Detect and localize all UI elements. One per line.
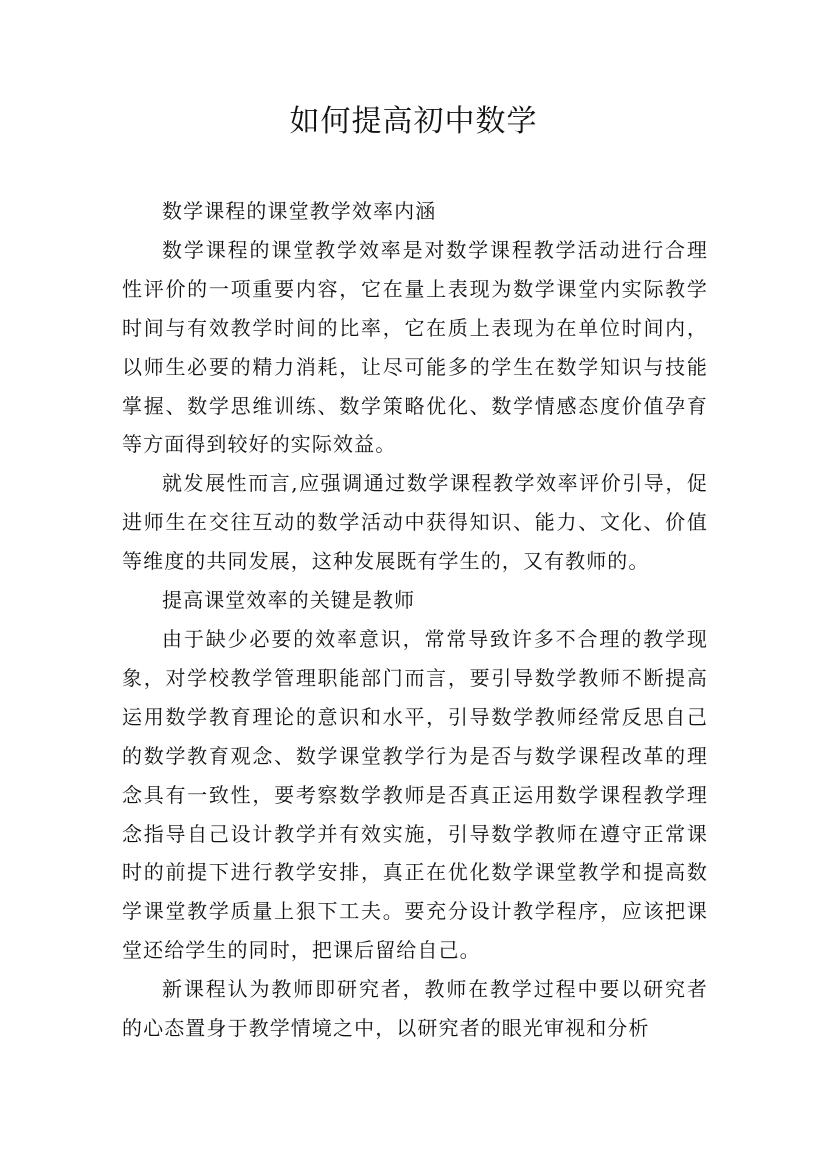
section-heading-teacher-key: 提高课堂效率的关键是教师 [162,588,416,613]
paragraph-teacher-researcher: 新课程认为教师即研究者，教师在教学过程中要以研究者的心态置身于教学情境之中，以研究者的眼光审视和分析 [122,977,708,1041]
section-heading-efficiency: 数学课程的课堂教学效率内涵 [162,199,437,223]
paragraph-development: 就发展性而言,应强调通过数学课程教学效率评价引导，促进师生在交往互动的数学活动中获得知识、能力、文化、价值等维度的共同发展，这种发展既有学生的，又有教师的。 [122,471,708,574]
paragraph-efficiency-definition: 数学课程的课堂教学效率是对数学课程教学活动进行合理性评价的一项重要内容，它在量上表现为数学课堂内实际教学时间与有效教学时间的比率，它在质上表现为在单位时间内，以师生必要的精力消耗，让尽可能多的学生在数学知识与技能掌握、数学思维训练、数学策略优化、数学情感态度价值孕育等方面得到较好的实际效益。 [122,237,708,457]
paragraph-efficiency-awareness: 由于缺少必要的效率意识，常常导致许多不合理的教学现象，对学校教学管理职能部门而言，要引导数学教师不断提高运用数学教育理论的意识和水平，引导数学教师经常反思自己的数学教育观念、数学课堂教学行为是否与数学课程改革的理念具有一致性，要考察数学教师是否真正运用数学课程教学理念指导自己设计教学并有效实施，引导数学教师在遵守正常课时的前提下进行教学安排，真正在优化数学课堂教学和提高数学课堂教学质量上狠下工夫。要充分设计教学程序，应该把课堂还给学生的同时，把课后留给自己。 [122,626,708,963]
document-body [122,192,708,1048]
document-title: 如何提高初中数学 [289,104,538,139]
